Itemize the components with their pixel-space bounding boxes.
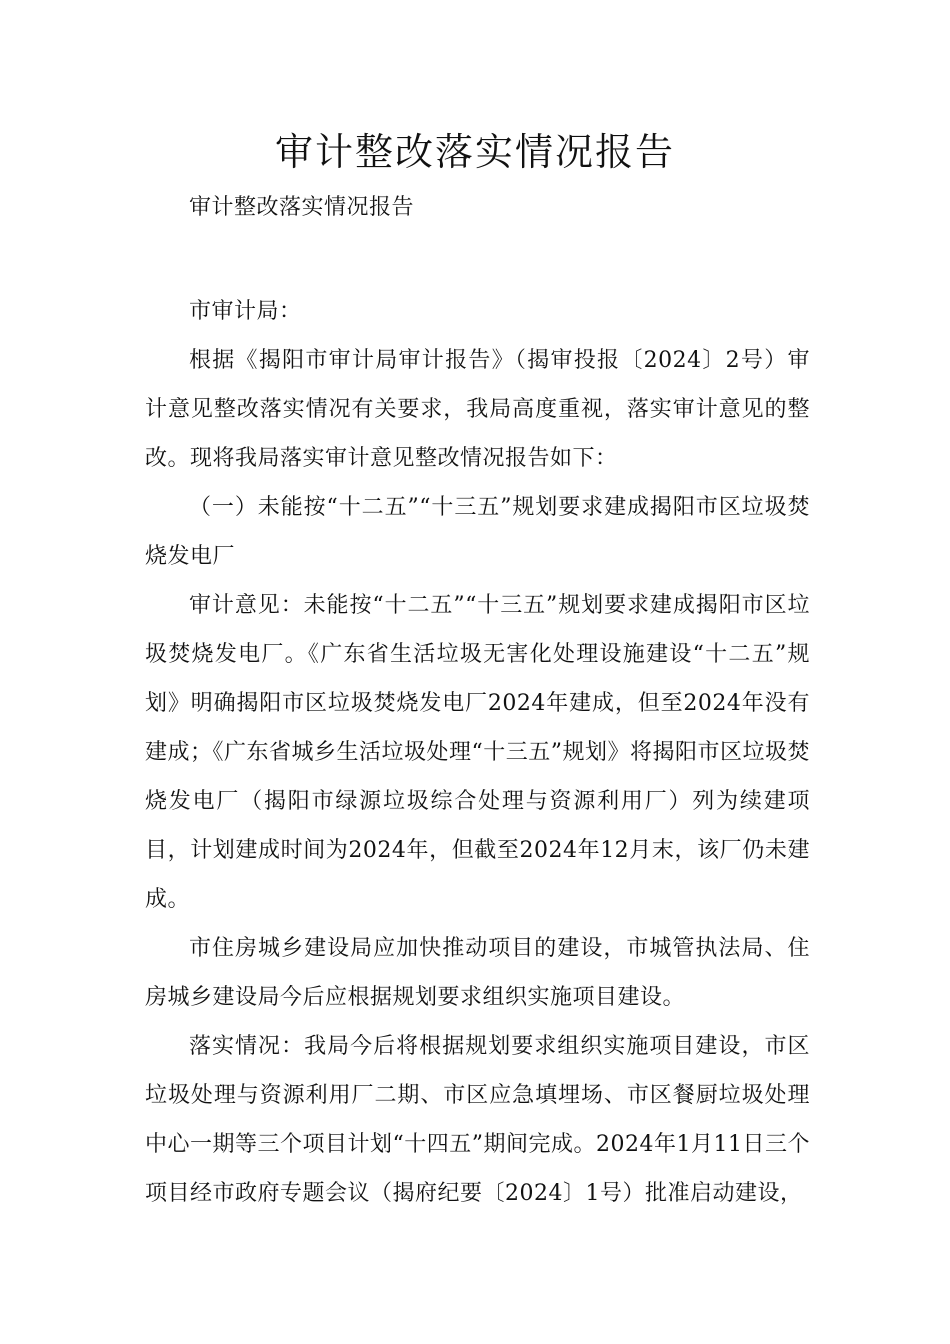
paragraph-audit-opinion: 审计意见：未能按“十二五”“十三五”规划要求建成揭阳市区垃圾焚烧发电厂。《广东省生活垃圾无害化处理设施建设“十二五”规划》明确揭阳市区垃圾焚烧发电厂2024年建成，但至2024年没有建成；《广东省城乡生活垃圾处理“十三五”规划》将揭阳市区垃圾焚烧发电厂（揭阳市绿源垃圾综合处理与资源利用厂）列为续建项目，计划建成时间为2024年，但截至2024年12月末，该厂仍未建成。 — [145, 593, 810, 912]
document-subtitle: 审计整改落实情况报告 — [189, 195, 415, 220]
salutation: 市审计局： — [189, 299, 302, 324]
paragraph-requirement: 市住房城乡建设局应加快推动项目的建设，市城管执法局、住房城乡建设局今后应根据规划要求组织实施项目建设。 — [145, 936, 810, 1010]
section-heading-1: （一）未能按“十二五”“十三五”规划要求建成揭阳市区垃圾焚烧发电厂 — [145, 495, 810, 569]
document-title: 审计整改落实情况报告 — [274, 130, 675, 174]
document-body — [145, 183, 810, 1218]
paragraph-implementation: 落实情况：我局今后将根据规划要求组织实施项目建设，市区垃圾处理与资源利用厂二期、市区应急填埋场、市区餐厨垃圾处理中心一期等三个项目计划“十四五”期间完成。2024年1月11日三个项目经市政府专题会议（揭府纪要〔2024〕1号）批准启动建设， — [145, 1034, 810, 1206]
paragraph-intro: 根据《揭阳市审计局审计报告》（揭审投报〔2024〕2号）审计意见整改落实情况有关要求，我局高度重视，落实审计意见的整改。现将我局落实审计意见整改情况报告如下： — [145, 348, 810, 471]
